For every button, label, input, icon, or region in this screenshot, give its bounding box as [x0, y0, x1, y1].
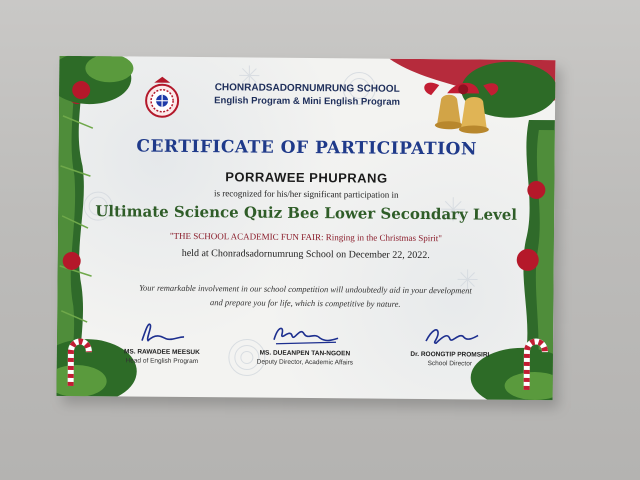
signatory-role: Deputy Director, Academic Affairs: [256, 358, 354, 367]
remark-line-1: Your remarkable involvement in our school competition will undoubtedly aid in your development: [139, 282, 472, 296]
remark-text: [57, 280, 553, 312]
remark-line-2: and prepare you for life, which is competitive by nature.: [210, 297, 401, 309]
event-name: Ultimate Science Quiz Bee Lower Secondary Level: [95, 202, 518, 224]
fair-prefix: "THE SCHOOL ACADEMIC FUN FAIR:: [169, 230, 324, 243]
signature-mark: [420, 321, 480, 350]
signatory-name: MS. DUEANPEN TAN-NGOEN: [259, 349, 351, 358]
signature-mark: [270, 320, 340, 349]
recipient-name: PORRAWEE PHUPRANG: [225, 169, 388, 186]
held-text: held at Chonradsadornumrung School on December 22, 2022.: [181, 247, 430, 262]
signature-mark: [132, 318, 192, 347]
recognition-text: is recognized for his/her significant participation in: [214, 188, 399, 200]
school-name: CHONRADSADORNUMRUNG SCHOOL: [214, 82, 400, 95]
fair-theme: Ringing in the Christmas Spirit": [325, 232, 443, 244]
signatory-role: Head of English Program: [125, 357, 199, 366]
certificate-card: [57, 56, 556, 400]
signatory-name: Dr. ROONGTIP PROMSIRI: [410, 350, 490, 359]
signatory-role: School Director: [427, 360, 473, 368]
candy-cane-right-icon: [470, 341, 555, 400]
program-name: English Program & Mini English Program: [214, 95, 401, 108]
signatory-name: MS. RAWADEE MEESUK: [123, 348, 200, 357]
certificate-title: CERTIFICATE OF PARTICIPATION: [136, 136, 478, 160]
